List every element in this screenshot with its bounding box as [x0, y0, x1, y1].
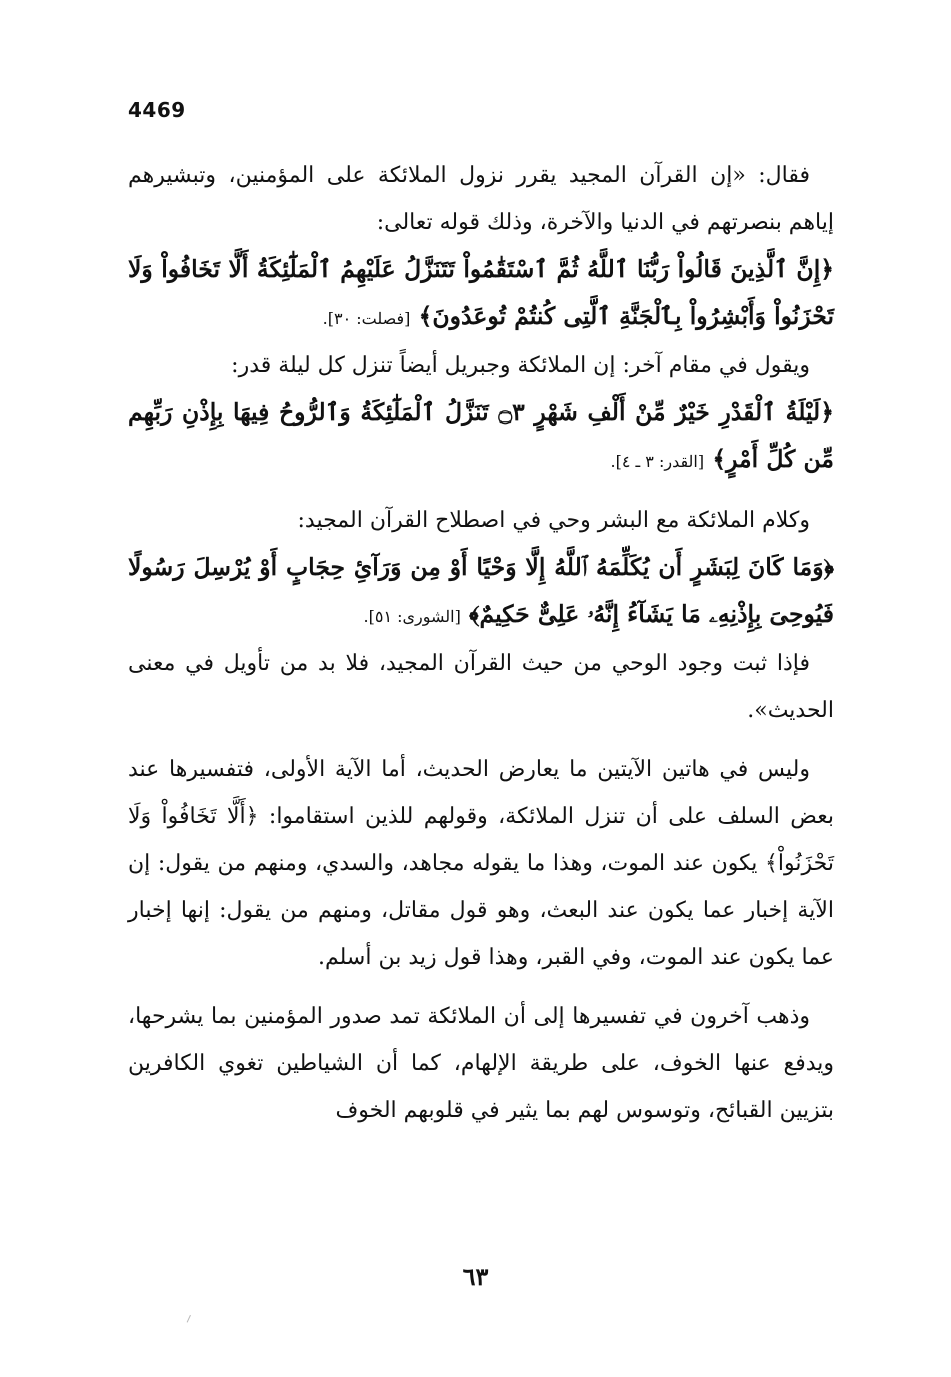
page-number: ٦٣: [462, 1262, 489, 1291]
verse-reference: [فصلت: ٣٠].: [322, 309, 411, 328]
paragraph-tafsir-first: وليس في هاتين الآيتين ما يعارض الحديث، أما الآية الأولى، فتفسيرها عند بعض السلف على أن تنزل الملائكة، وقولهم للذين استقاموا: ﴿أَلَّا تَخَافُواْ وَلَا تَحْزَنُواْ﴾ يكون عند الموت، وهذا ما يقوله مجاهد، والسدي، ومنهم من يقول: إن الآية إخبار عما يكون عند البعث، وهو قول مقاتل، ومنهم من يقول: إنها إخبار عما يكون عند الموت، وفي القبر، وهذا قول زيد بن أسلم.: [128, 757, 834, 970]
quran-verse-qadr: [128, 389, 834, 485]
page-body: [128, 152, 834, 1134]
page-identifier: 4469: [128, 98, 186, 122]
paragraph-wahy-intro: وكلام الملائكة مع البشر وحي في اصطلاح القرآن المجيد:: [297, 508, 810, 533]
verse-reference: [الشورى: ٥١].: [363, 607, 461, 626]
verse-text: ﴿وَمَا كَانَ لِبَشَرٍ أَن يُكَلِّمَهُ ٱللَّهُ إِلَّا وَحْيًا أَوْ مِن وَرَآئِ حِجَابٍ أَوْ يُرْسِلَ رَسُولًا فَيُوحِىَ بِإِذْنِهِۦ مَا يَشَآءُ إِنَّهُۥ عَلِىٌّ حَكِيمٌ﴾: [128, 553, 834, 628]
verse-reference: [القدر: ٣ ـ ٤].: [610, 452, 705, 471]
quran-verse-shura: [128, 544, 834, 640]
paragraph-qadr-intro: ويقول في مقام آخر: إن الملائكة وجبريل أيضاً تنزل كل ليلة قدر:: [231, 353, 810, 378]
scan-mark: [187, 1315, 197, 1325]
quran-verse-fussilat: [128, 246, 834, 342]
paragraph-tafsir-second: وذهب آخرون في تفسيرها إلى أن الملائكة تمد صدور المؤمنين بما يشرحها، ويدفع عنها الخوف، على طريقة الإلهام، كما أن الشياطين تغوي الكافرين بتزيين القبائح، وتوسوس لهم بما يثير في قلوبهم الخوف: [128, 1004, 834, 1123]
verse-text: ﴿لَيْلَةُ ٱلْقَدْرِ خَيْرٌ مِّنْ أَلْفِ شَهْرٍ ۝٣ تَنَزَّلُ ٱلْمَلَٰٓئِكَةُ وَٱلرُّوحُ فِيهَا بِإِذْنِ رَبِّهِم مِّن كُلِّ أَمْرٍ﴾: [128, 398, 834, 473]
paragraph-intro: فقال: «إن القرآن المجيد يقرر نزول الملائكة على المؤمنين، وتبشيرهم إياهم بنصرتهم في الدنيا والآخرة، وذلك قوله تعالى:: [128, 163, 834, 235]
paragraph-conclusion: فإذا ثبت وجود الوحي من حيث القرآن المجيد، فلا بد من تأويل في معنى الحديث».: [128, 651, 834, 723]
verse-text: ﴿إِنَّ ٱلَّذِينَ قَالُواْ رَبُّنَا ٱللَّهُ ثُمَّ ٱسْتَقَٰمُواْ تَتَنَزَّلُ عَلَيْهِمُ ٱلْمَلَٰٓئِكَةُ أَلَّا تَخَافُواْ وَلَا تَحْزَنُواْ وَأَبْشِرُواْ بِٱلْجَنَّةِ ٱلَّتِى كُنتُمْ تُوعَدُونَ﴾: [128, 255, 834, 330]
